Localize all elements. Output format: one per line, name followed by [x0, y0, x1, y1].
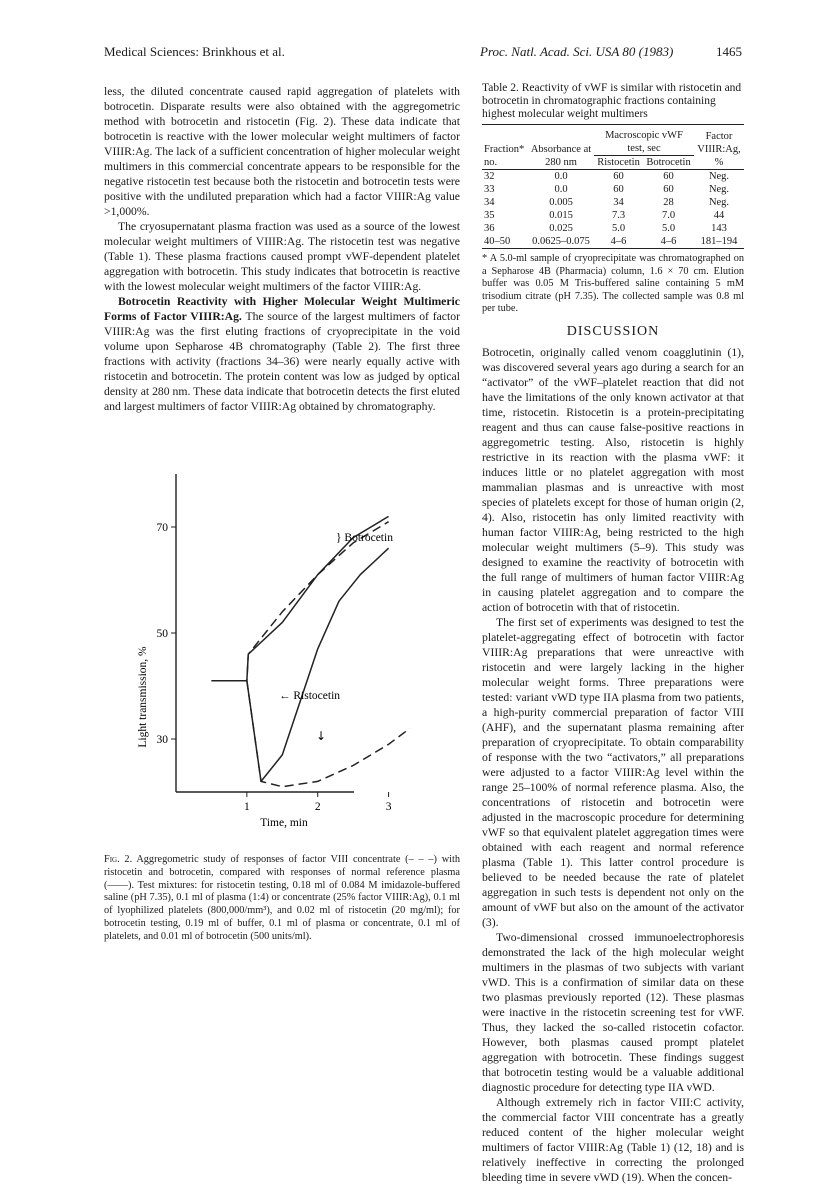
cell-fraction: 34 — [484, 197, 495, 208]
table-row — [482, 209, 744, 222]
cell-factor: Neg. — [708, 197, 730, 208]
arrow-down-marker: ↓ — [316, 729, 327, 743]
cell-fraction: 33 — [484, 184, 495, 195]
table-2-title: Table 2. Reactivity of vWF is similar with ristocetin and botrocetin in chromatographic fractions containing highest molecular weight multimers — [482, 82, 742, 120]
cell-absorbance: 0.0 — [554, 171, 568, 182]
journal-citation: Proc. Natl. Acad. Sci. USA 80 (1983) — [480, 44, 674, 59]
table-2 — [482, 124, 744, 249]
paragraph — [104, 294, 460, 414]
cell-fraction: 35 — [484, 210, 495, 221]
cell-ristocetin: 5.0 — [611, 223, 626, 234]
cell-botrocetin: 60 — [663, 184, 674, 195]
x-tick-label: 2 — [314, 801, 321, 813]
cell-botrocetin: 60 — [663, 171, 674, 182]
table-header-factor: Factor VIIIR:Ag, % — [697, 131, 741, 168]
left-column — [104, 84, 460, 414]
y-tick-label: 30 — [156, 734, 168, 746]
right-column — [482, 82, 744, 1185]
cell-ristocetin: 7.3 — [611, 210, 626, 221]
cell-factor: 181–194 — [700, 236, 738, 247]
table-header-botrocetin: Botrocetin — [646, 157, 691, 168]
paragraph: The first set of experiments was designed to test the platelet-aggregating effect of botrocetin with factor VIIIR:Ag preparations that were unreactive with ristocetin and were largely lacking in the higher molecular weight forms. Three preparations were tested: variant vWD type IIA plasma from two patients, a high-purity commercial preparation of factor VIII (AHF), and the supernatant plasma remaining after preparation of cryoprecipitate. To obtain comparability of response with the two “activators,” all preparations were adjusted to a factor VIIIR:Ag level within the range 25–100% of normal reference plasma. Also, the concentrations of ristocetin and botrocetin were adjusted in the macroscopic procedure for determining vWF so that equivalent platelet aggregation times were obtained with each reagent and normal reference plasma (Table 1). This latter control procedure is believed to be needed because the rate of platelet aggregation in such tests is dependent not only on the amount of vWF but also on the amount of the activator (3). — [482, 615, 744, 929]
cell-fraction: 32 — [484, 171, 495, 182]
running-header — [104, 44, 285, 60]
cell-absorbance: 0.0625–0.075 — [532, 236, 590, 247]
table-row — [482, 196, 744, 209]
cell-ristocetin: 60 — [613, 171, 624, 182]
paragraph: less, the diluted concentrate caused rapid aggregation of platelets with botrocetin. Disparate results were also obtained with the aggregometric method with botrocetin and ristocetin (Fig. 2). These data indicate that botrocetin is reactive with the lower molecular weight multimers of factor VIIIR:Ag. The lack of a sufficient concentration of higher molecular weight multimers in this commercial concentrate appears to be responsible for the negative ristocetin test because both the ristocetin and botrocetin tests were positive with the undiluted preparation which had a factor VIIIR:Ag value >1,000%. — [104, 85, 460, 218]
table-row — [482, 222, 744, 235]
section-text: The source of the largest multimers of factor VIIIR:Ag was the first eluting fractions of cryoprecipitate in the void volume upon Sepharose 4B chromatography (Table 2). The first three fractions with activity (fractions 34–36) were nearly equally active with ristocetin and botrocetin. The protein content was low as judged by optical density at 280 nm. These data indicate that botrocetin detects the first eluted and largest multimers of factor VIIIR:Ag obtained by chromatography. — [104, 310, 460, 413]
y-tick-label: 50 — [156, 628, 168, 640]
discussion-heading: DISCUSSION — [566, 323, 660, 339]
aggregometry-chart — [104, 462, 460, 847]
cell-absorbance: 0.0 — [554, 184, 568, 195]
cell-fraction: 36 — [484, 223, 495, 234]
cell-factor: Neg. — [708, 184, 730, 195]
botrocetin-label: } Botrocetin — [336, 532, 393, 544]
paragraph: Two-dimensional crossed immunoelectrophoresis demonstrated the lack of the high molecular weight multimers in the plasmas of two subjects with variant vWD. This is a confirmation of similar data on these two plasmas previously reported (12). These plasmas were inactive in the ristocetin screening test for vWF. Thus, they lacked the so-called ristocetin cofactor. However, both plasmas caused prompt platelet aggregation with botrocetin. These findings suggest that botrocetin testing would be a valuable additional diagnostic procedure for detecting type IIA vWD. — [482, 930, 744, 1094]
figure-caption — [104, 854, 460, 944]
cell-ristocetin: 4–6 — [610, 236, 627, 247]
cell-botrocetin: 4–6 — [660, 236, 677, 247]
paragraph: The cryosupernatant plasma fraction was used as a source of the lowest molecular weight multimers of VIIIR:Ag. The ristocetin test was negative (Table 1). These plasma fractions caused prompt vWF-dependent platelet aggregation with botrocetin. This study indicates that botrocetin is reactive with the lowest molecular weight multimers of the factor VIIIR:Ag. — [104, 220, 460, 293]
cell-ristocetin: 34 — [613, 197, 624, 208]
paragraph: Although extremely rich in factor VIII:C activity, the commercial factor VIII concentrate has a greatly reduced content of the higher molecular weight multimers of factor VIIIR:Ag (Table 1) (12, 18) and is relatively ineffective in correcting the prolonged bleeding time in severe vWD (19). When the concen- — [482, 1095, 744, 1184]
cell-factor: 143 — [711, 223, 727, 234]
cell-botrocetin: 7.0 — [661, 210, 676, 221]
table-header-macroscopic: Macroscopic vWF test, sec — [594, 125, 694, 156]
cell-fraction: 40–50 — [484, 236, 511, 247]
y-axis-label: Light transmission, % — [137, 646, 149, 748]
ristocetin-label: ← Ristocetin — [279, 690, 341, 702]
y-tick-label: 70 — [156, 522, 168, 534]
cell-ristocetin: 60 — [613, 184, 624, 195]
table-row — [482, 235, 744, 249]
table-row — [482, 170, 744, 184]
table-header-fraction: Fraction* no. — [484, 144, 525, 168]
cell-absorbance: 0.015 — [549, 210, 573, 221]
section-heading: Botrocetin Reactivity with Higher Molecular Weight Multimeric Forms of Factor VIIIR:Ag. — [104, 295, 460, 323]
figure-caption-label: Fig. 2. — [104, 854, 133, 865]
cell-absorbance: 0.005 — [549, 197, 573, 208]
cell-factor: 44 — [713, 210, 725, 221]
figure-caption-text: Aggregometric study of responses of factor VIII concentrate (– – –) with ristocetin and botrocetin, compared with responses of normal reference plasma (——). Test mixtures: for ristocetin testing, 0.18 ml of 0.084 M imidazole-buffered saline (pH 7.35), 0.1 ml of plasma (1:4) or concentrate (25% factor VIIIR:Ag), 0.1 ml of lyophilized platelets (800,000/mm³), and 0.02 ml of ristocetin (20 mg/ml); for botrocetin testing, 0.19 ml of buffer, 0.1 ml of plasma or concentrate, 0.1 ml of platelets, and 0.01 ml of botrocetin (500 units/ml). — [104, 854, 461, 942]
cell-factor: Neg. — [708, 171, 730, 182]
cell-botrocetin: 5.0 — [661, 223, 676, 234]
series-line-botrocetin-concentrate — [211, 522, 388, 681]
page-number: 1465 — [716, 44, 742, 59]
cell-botrocetin: 28 — [663, 197, 674, 208]
x-tick-label: 1 — [243, 801, 250, 813]
paragraph: Botrocetin, originally called venom coagglutinin (1), was discovered several years ago during a search for an “activator” of the vWF–platelet reaction that did not have the limitations of the only known activator at that time, ristocetin. Ristocetin is a protein-precipitating reagent and thus can cause false-positive reactions in aggregometric testing. Also, ristocetin is highly restrictive in its reaction with the plasma vWF: it induces little or no platelet aggregation with most mammalian plasmas and is unreactive with most species of platelets except for those of human origin (2, 4). Also, ristocetin has only limited reactivity with human factor VIIIR:Ag, being restricted to the high molecular weight multimers (5–9). This study was designed to examine the reactivity of botrocetin with the full range of multimers of human factor VIIIR:Ag in causing platelet aggregation and to compare the action of botrocetin with that of ristocetin. — [482, 345, 744, 614]
table-2-footnote: * A 5.0-ml sample of cryoprecipitate was chromatographed on a Sepharose 4B (Pharmacia) column, 1.6 × 70 cm. Elution buffer was 0.05 M Tris-buffered saline containing 5 mM trisodium citrate (pH 7.35). The collected sample was 0.8 ml per tube. — [482, 253, 744, 314]
cell-absorbance: 0.025 — [549, 223, 573, 234]
table-header-absorbance: Absorbance at 280 nm — [530, 144, 592, 168]
x-tick-label: 3 — [385, 801, 392, 813]
table-header-ristocetin: Ristocetin — [597, 157, 640, 168]
figure-2 — [104, 462, 460, 847]
running-header-right — [480, 44, 742, 60]
x-axis-label: Time, min — [260, 817, 308, 829]
series-line-ristocetin-normal — [247, 548, 389, 781]
table-row — [482, 183, 744, 196]
running-header-left: Medical Sciences: Brinkhous et al. — [104, 44, 285, 59]
